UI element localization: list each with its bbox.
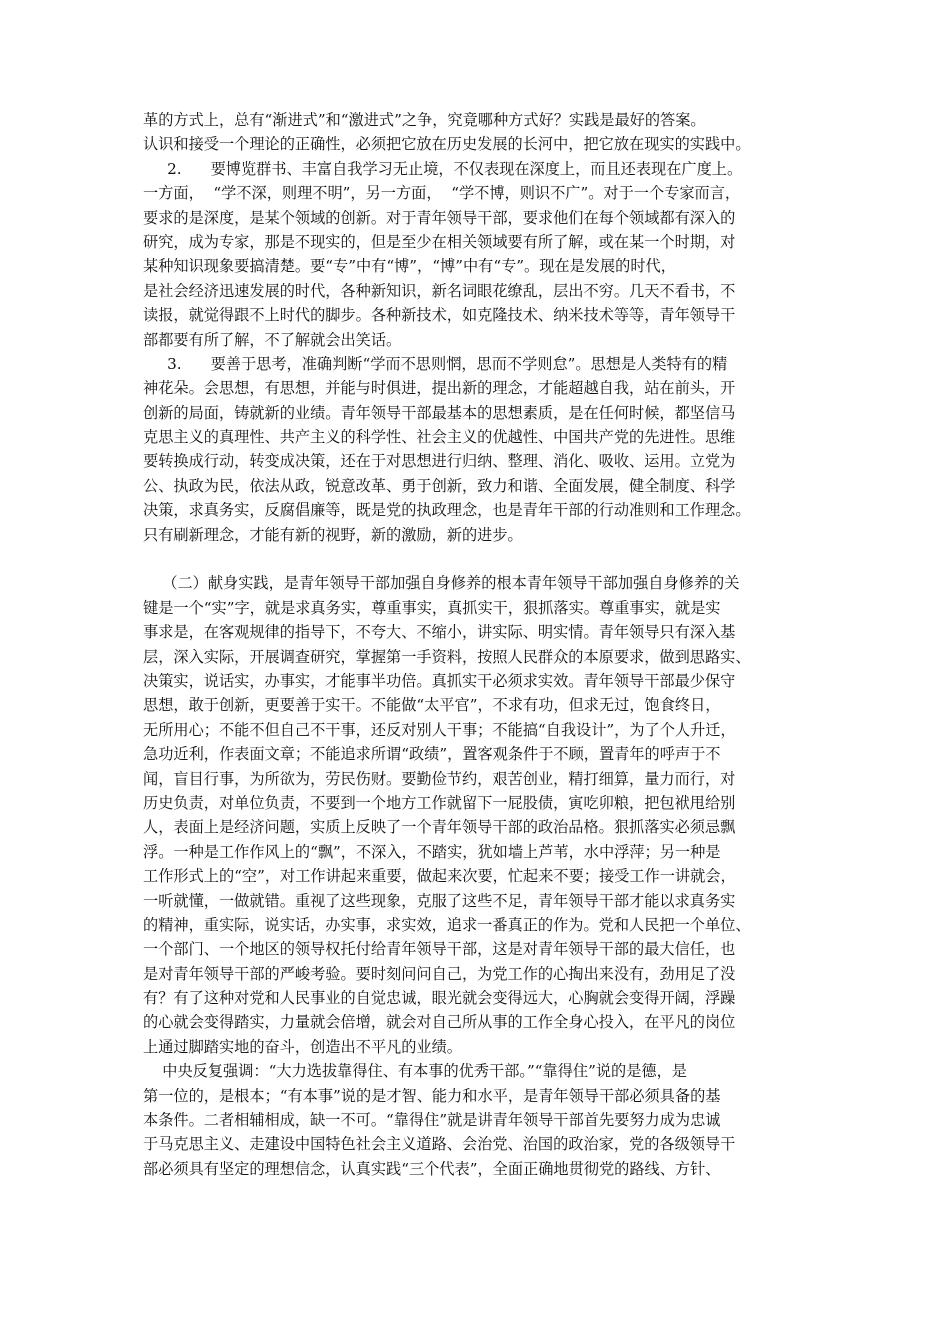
- text-line: 思想，敢于创新，更要善于实干。不能做“太平官”，不求有功，但求无过，饱食终日，: [143, 696, 721, 715]
- text-line: 认识和接受一个理论的正确性，必须把它放在历史发展的长河中，把它放在现实的实践中。: [143, 135, 751, 154]
- text-line: 浮。一种是工作作风上的“飘”，不深入，不踏实，犹如墙上芦苇，水中浮萍；另一种是: [143, 842, 721, 861]
- text-line: （二）献身实践，是青年领导干部加强自身修养的根本青年领导干部加强自身修养的关: [143, 574, 740, 593]
- text-line: 部都要有所了解，不了解就会出笑话。: [143, 330, 402, 349]
- text-line: 要求的是深度，是某个领域的创新。对于青年领导干部，要求他们在每个领域都有深入的: [143, 208, 736, 227]
- text-line: 研究，成为专家，那是不现实的，但是至少在相关领域要有所了解，或在某一个时期，对: [143, 232, 736, 251]
- text-line: 的心就会变得踏实，力量就会倍增，就会对自己所从事的工作全身心投入，在平凡的岗位: [143, 1013, 736, 1032]
- text-line: 上通过脚踏实地的奋斗，创造出不平凡的业绩。: [143, 1037, 462, 1056]
- text-line: 革的方式上，总有“渐进式”和“激进式”之争，究竟哪种方式好？实践是最好的答案。: [143, 111, 706, 129]
- text-line: 第一位的，是根本；“有本事”说的是才智、能力和水平，是青年领导干部必须具备的基: [143, 1086, 721, 1105]
- text-line: 某种知识现象要搞清楚。要“专”中有“博”，“博”中有“专”。现在是发展的时代，: [143, 257, 676, 276]
- text-line: 一个部门、一个地区的领导权托付给青年领导干部，这是对青年领导干部的最大信任，也: [143, 940, 736, 959]
- document-body: [143, 108, 811, 1181]
- text-line: 历史负责，对单位负责，不要到一个地方工作就留下一屁股债，寅吃卯粮，把包袱甩给别: [143, 793, 736, 812]
- text-line: 读报，就觉得跟不上时代的脚步。各种新技术，如克隆技术、纳米技术等等，青年领导干: [143, 306, 736, 325]
- text-line: 人，表面上是经济问题，实质上反映了一个青年领导干部的政治品格。狠抓落实必须忌飘: [143, 818, 736, 837]
- text-line: 只有刷新理念，才能有新的视野，新的激励，新的进步。: [143, 525, 523, 544]
- text-line: 层，深入实际，开展调查研究，掌握第一手资料，按照人民群众的本原要求，做到思路实、: [143, 647, 751, 666]
- text-line: 一听就懂，一做就错。重视了这些现象，克服了这些不足，青年领导干部才能以求真务实: [143, 891, 736, 910]
- text-line: 决策，求真务实，反腐倡廉等，既是党的执政理念，也是青年干部的行动准则和工作理念。: [143, 501, 751, 520]
- text-line: 公、执政为民，依法从政，锐意改革、勇于创新，致力和谐、全面发展，健全制度、科学: [143, 476, 736, 495]
- text-line: 是社会经济迅速发展的时代，各种新知识，新名词眼花缭乱，层出不穷。几天不看书，不: [143, 281, 736, 300]
- text-line: 是对青年领导干部的严峻考验。要时刻问问自己，为党工作的心掏出来没有，劲用足了没: [143, 964, 736, 983]
- text-line: 本条件。二者相辅相成，缺一不可。“靠得住”就是讲青年领导干部首先要努力成为忠诚: [143, 1111, 721, 1130]
- text-line: 工作形式上的“空”，对工作讲起来重要，做起来次要，忙起来不要；接受工作一讲就会，: [143, 867, 736, 886]
- text-line: 中央反复强调：“大力选拔靠得住、有本事的优秀干部。”“靠得住”说的是德，是: [143, 1062, 687, 1081]
- text-line: 键是一个“实”字，就是求真务实，尊重事实，真抓实干，狠抓落实。尊重事实，就是实: [143, 598, 721, 617]
- text-line: 创新的局面，铸就新的业绩。青年领导干部最基本的思想素质，是在任何时候，都坚信马: [143, 403, 736, 422]
- text-line: 3. 要善于思考，准确判断“学而不思则惘，思而不学则怠”。思想是人类特有的精: [143, 354, 728, 373]
- text-line: 部必须具有坚定的理想信念，认真实践“三个代表”，全面正确地贯彻党的路线、方针、: [143, 1159, 721, 1178]
- text-line: 要转换成行动，转变成决策，还在于对思想进行归纳、整理、消化、吸收、运用。立党为: [143, 452, 736, 471]
- text-line: 克思主义的真理性、共产主义的科学性、社会主义的优越性、中国共产党的先进性。思维: [143, 428, 736, 447]
- text-line: 一方面， “学不深，则理不明”，另一方面， “学不博，则识不广”。对于一个专家而言，: [143, 184, 741, 203]
- text-line: 急功近利，作表面文章；不能追求所谓“政绩”，置客观条件于不顾，置青年的呼声于不: [143, 745, 721, 764]
- text-line: 2. 要博览群书、丰富自我学习无止境，不仅表现在深度上，而且还表现在广度上。: [143, 159, 743, 178]
- text-line: 神花朵。会思想，有思想，并能与时俱进，提出新的理念，才能超越自我，站在前头，开: [143, 379, 736, 398]
- text-line: 事求是，在客观规律的指导下，不夸大、不缩小，讲实际、明实情。青年领导只有深入基: [143, 623, 736, 642]
- text-line: 闻，盲目行事，为所欲为，劳民伤财。要勤俭节约，艰苦创业，精打细算，量力而行，对: [143, 769, 736, 788]
- text-line: 有？有了这种对党和人民事业的自觉忠诚，眼光就会变得远大，心胸就会变得开阔，浮躁: [143, 989, 736, 1008]
- text-line: 无所用心；不能不但自己不干事，还反对别人干事；不能搞“自我设计”，为了个人升迁，: [143, 720, 736, 739]
- paragraph-gap: [143, 547, 811, 571]
- text-line: 的精神，重实际，说实话，办实事，求实效，追求一番真正的作为。党和人民把一个单位、: [143, 915, 751, 934]
- text-line: 于马克思主义、走建设中国特色社会主义道路、会治党、治国的政治家，党的各级领导干: [143, 1135, 736, 1154]
- text-line: 决策实，说话实，办事实，才能事半功倍。真抓实干必须求实效。青年领导干部最少保守: [143, 671, 736, 690]
